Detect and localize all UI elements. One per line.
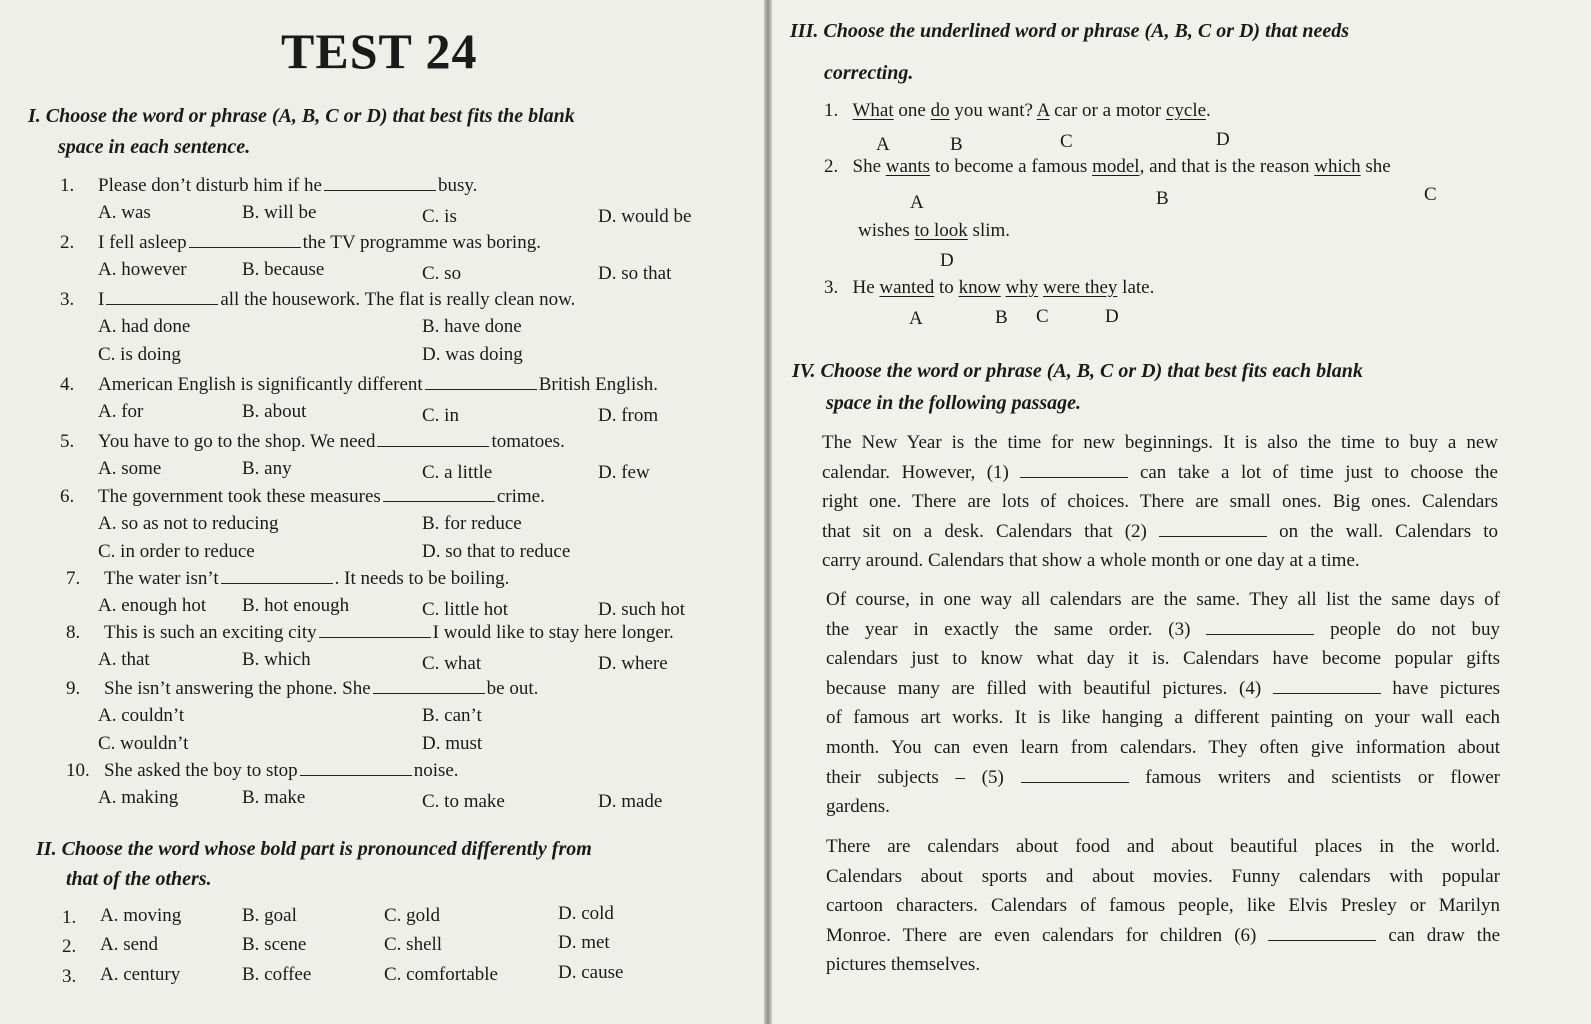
passage-line [826, 585, 1500, 615]
question-text-before: You have to go to the shop. We need [98, 431, 376, 452]
question-text-after: all the housework. The flat is really clean now. [220, 289, 576, 310]
p3-q3-letter-a: A [909, 308, 923, 329]
question-text-after: tomatoes. [491, 431, 565, 452]
answer-option[interactable]: A. so as not to reducing [98, 513, 279, 534]
part1-question-10 [66, 760, 459, 782]
answer-option[interactable]: A. send [100, 934, 159, 955]
p3-q1-letter-b: B [950, 134, 963, 155]
question-text-after: noise. [413, 760, 459, 781]
answer-option[interactable]: A. couldn’t [98, 705, 185, 726]
question-number: 8. [66, 622, 81, 643]
passage-text: on the wall. Calendars to [1279, 520, 1499, 542]
answer-option[interactable]: A. however [98, 259, 187, 280]
passage-line [826, 891, 1500, 921]
answer-blank[interactable] [373, 679, 485, 694]
question-text-after: the TV programme was boring. [302, 232, 541, 253]
part2-heading: II. Choose the word whose bold part is pronounced differently from [36, 838, 592, 860]
passage-line [822, 546, 1498, 576]
answer-option[interactable]: D. where [598, 653, 668, 674]
answer-blank[interactable] [377, 432, 489, 447]
part1-question-1 [60, 175, 477, 197]
passage-text: calendar. However, (1) [822, 461, 1009, 483]
answer-option[interactable]: A. making [98, 787, 179, 808]
answer-option[interactable]: D. would be [598, 206, 692, 227]
answer-option[interactable]: C. comfortable [384, 964, 498, 985]
answer-option[interactable]: B. hot enough [242, 595, 350, 616]
answer-option[interactable]: D. cold [558, 903, 614, 924]
answer-blank[interactable] [189, 233, 301, 248]
part1-question-2 [60, 232, 541, 254]
part1-question-7 [66, 568, 509, 590]
question-text-before: She asked the boy to stop [104, 760, 298, 781]
question-text-after: busy. [437, 175, 478, 196]
part1-question-8 [66, 622, 674, 644]
answer-option[interactable]: B. because [242, 259, 325, 280]
passage-blank[interactable] [1206, 620, 1314, 635]
question-text-before: I [98, 289, 105, 310]
passage-line [822, 487, 1498, 517]
answer-option[interactable]: B. coffee [242, 964, 312, 985]
answer-option[interactable]: D. met [558, 932, 610, 953]
answer-blank[interactable] [425, 375, 537, 390]
part4-heading: IV. Choose the word or phrase (A, B, C or D) that best fits each blank [792, 360, 1363, 382]
answer-option[interactable]: A. for [98, 401, 144, 422]
passage-text: their subjects – (5) [826, 766, 1004, 788]
part4-heading-cont: space in the following passage. [826, 392, 1082, 414]
passage-line [826, 615, 1500, 645]
part3-heading: III. Choose the underlined word or phrase (A, B, C or D) that needs [790, 20, 1349, 42]
passage-text: can take a lot of time just to choose the [1139, 461, 1498, 483]
passage-line [826, 644, 1500, 674]
answer-option[interactable]: B. any [242, 458, 292, 479]
passage-text: the year in exactly the same order. (3) [826, 618, 1191, 640]
answer-option[interactable]: A. century [100, 964, 181, 985]
p3-q1-letter-a: A [876, 134, 890, 155]
answer-option[interactable]: A. had done [98, 316, 191, 337]
passage-paragraph-2 [826, 585, 1500, 822]
answer-option[interactable]: A. moving [100, 905, 182, 926]
passage-line [822, 458, 1498, 488]
answer-option[interactable]: D. cause [558, 962, 624, 983]
passage-text: because many are filled with beautiful pictures. (4) [826, 677, 1262, 699]
answer-blank[interactable] [324, 176, 436, 191]
passage-text: Calendars about sports and about movies. Funny calendars with popular [826, 865, 1500, 887]
passage-blank[interactable] [1021, 768, 1129, 783]
part1-question-6 [60, 486, 545, 508]
answer-option[interactable]: B. make [242, 787, 306, 808]
answer-option[interactable]: D. was doing [422, 344, 523, 365]
passage-blank[interactable] [1020, 463, 1128, 478]
passage-line [822, 517, 1498, 547]
passage-text: calendars just to know what day it is. Calendars have become popular gifts [826, 648, 1500, 670]
answer-blank[interactable] [106, 290, 218, 305]
passage-text: can draw the [1388, 924, 1501, 946]
passage-line [826, 832, 1500, 862]
p3-q2-letter-b: B [1156, 188, 1169, 209]
answer-option[interactable]: B. which [242, 649, 311, 670]
answer-option[interactable]: D. such hot [598, 599, 686, 620]
answer-blank[interactable] [319, 623, 431, 638]
question-number: 10. [66, 760, 90, 781]
passage-line [826, 674, 1500, 704]
passage-text: The New Year is the time for new beginnings. It is also the time to buy a new [822, 432, 1498, 453]
p3-q1-letter-d: D [1216, 129, 1230, 150]
passage-paragraph-1 [822, 428, 1498, 576]
answer-option[interactable]: C. to make [422, 791, 505, 812]
passage-text: right one. There are lots of choices. There are small ones. Big ones. Calendars [822, 491, 1498, 513]
answer-option[interactable]: D. must [422, 733, 483, 754]
answer-option[interactable]: A. that [98, 649, 150, 670]
answer-option[interactable]: D. few [598, 462, 650, 483]
answer-option[interactable]: C. in order to reduce [98, 541, 255, 562]
answer-option[interactable]: D. from [598, 405, 659, 426]
p3-q3: 3. He wanted to know why were they late. [824, 277, 1155, 298]
part1-question-3 [60, 289, 575, 311]
answer-option[interactable]: A. enough hot [98, 595, 207, 616]
right-page [772, 0, 1591, 1024]
p3-q3-letter-c: C [1036, 306, 1049, 327]
answer-option[interactable]: B. have done [422, 316, 522, 337]
part2-row-number: 1. [62, 907, 77, 928]
answer-option[interactable]: A. was [98, 202, 151, 223]
passage-text: carry around. Calendars that show a whole month or one day at a time. [822, 550, 1360, 572]
question-text-before: The government took these measures [98, 486, 381, 507]
part1-question-9 [66, 678, 538, 700]
p3-q2-letter-d: D [940, 250, 954, 271]
passage-text: people do not buy [1330, 618, 1501, 640]
answer-blank[interactable] [221, 569, 333, 584]
answer-blank[interactable] [300, 761, 412, 776]
passage-line [822, 428, 1498, 458]
passage-text: month. You can even learn from calendars. They often give information about [826, 736, 1500, 758]
answer-option[interactable]: B. can’t [422, 705, 482, 726]
question-text-before: She isn’t answering the phone. She [104, 678, 371, 699]
question-number: 7. [66, 568, 81, 589]
answer-option[interactable]: C. little hot [422, 599, 509, 620]
question-text-after: . It needs to be boiling. [334, 568, 510, 589]
p3-q2-letter-a: A [910, 192, 924, 213]
part2-row-number: 2. [62, 936, 77, 957]
passage-text: that sit on a desk. Calendars that (2) [822, 520, 1147, 542]
passage-line [826, 792, 1500, 822]
passage-blank[interactable] [1273, 679, 1381, 694]
answer-option[interactable]: C. is [422, 206, 457, 227]
left-page [0, 0, 766, 1024]
part2-heading-cont: that of the others. [66, 868, 212, 890]
question-number: 2. [60, 232, 75, 253]
answer-option[interactable]: B. for reduce [422, 513, 522, 534]
answer-option[interactable]: C. in [422, 405, 459, 426]
passage-line [826, 862, 1500, 892]
question-text-before: This is such an exciting city [104, 622, 317, 643]
passage-text: famous writers and scientists or flower [1145, 766, 1501, 788]
answer-option[interactable]: B. will be [242, 202, 317, 223]
answer-option[interactable]: C. so [422, 263, 462, 284]
p3-q2: 2. She wants to become a famous model, and that is the reason which she [824, 156, 1391, 177]
p3-q2-line2: wishes to look slim. [858, 220, 1011, 241]
passage-line [826, 950, 1500, 980]
question-number: 3. [60, 289, 75, 310]
question-text-before: Please don’t disturb him if he [98, 175, 322, 196]
p3-q2-letter-c: C [1424, 184, 1437, 205]
passage-text: gardens. [826, 796, 890, 818]
question-text-before: I fell asleep [98, 232, 187, 253]
question-number: 5. [60, 431, 75, 452]
part1-heading: I. Choose the word or phrase (A, B, C or D) that best fits the blank [28, 105, 575, 127]
question-number: 4. [60, 374, 75, 395]
question-text-after: I would like to stay here longer. [432, 622, 674, 643]
p3-q1-letter-c: C [1060, 131, 1073, 152]
passage-line [826, 703, 1500, 733]
passage-blank[interactable] [1268, 926, 1376, 941]
p3-q3-letter-d: D [1105, 306, 1119, 327]
question-text-after: crime. [496, 486, 545, 507]
part1-question-5 [60, 431, 565, 453]
question-text-after: be out. [486, 678, 539, 699]
question-text-before: The water isn’t [104, 568, 219, 589]
answer-option[interactable]: B. about [242, 401, 307, 422]
answer-option[interactable]: B. scene [242, 934, 307, 955]
passage-text: Of course, in one way all calendars are the same. They all list the same days of [826, 589, 1500, 610]
passage-text: pictures themselves. [826, 954, 981, 976]
p3-q3-letter-b: B [995, 307, 1008, 328]
passage-line [826, 921, 1500, 951]
part3-heading-cont: correcting. [824, 62, 914, 84]
passage-text: There are calendars about food and about beautiful places in the world. [826, 836, 1500, 857]
answer-option[interactable]: B. goal [242, 905, 297, 926]
passage-line [826, 733, 1500, 763]
passage-blank[interactable] [1159, 522, 1267, 537]
question-text-after: British English. [538, 374, 658, 395]
answer-option[interactable]: C. is doing [98, 344, 181, 365]
answer-option[interactable]: D. so that [598, 263, 672, 284]
passage-text: have pictures [1392, 677, 1501, 699]
answer-option[interactable]: C. what [422, 653, 482, 674]
answer-option[interactable]: D. so that to reduce [422, 541, 571, 562]
answer-blank[interactable] [383, 487, 495, 502]
part2-row-number: 3. [62, 966, 77, 987]
passage-text: cartoon characters. Calendars of famous people, like Elvis Presley or Marilyn [826, 895, 1500, 917]
answer-option[interactable]: C. a little [422, 462, 493, 483]
answer-option[interactable]: C. wouldn’t [98, 733, 189, 754]
question-number: 9. [66, 678, 81, 699]
answer-option[interactable]: D. made [598, 791, 663, 812]
answer-option[interactable]: C. shell [384, 934, 443, 955]
question-number: 1. [60, 175, 75, 196]
part1-heading-cont: space in each sentence. [58, 136, 251, 158]
question-text-before: American English is significantly different [98, 374, 423, 395]
part1-question-4 [60, 374, 658, 396]
passage-text: Monroe. There are even calendars for children (6) [826, 924, 1257, 946]
question-number: 6. [60, 486, 75, 507]
passage-text: of famous art works. It is like hanging a different painting on your wall each [826, 707, 1500, 729]
book-spine [764, 0, 772, 1024]
passage-paragraph-3 [826, 832, 1500, 980]
passage-line [826, 763, 1500, 793]
p3-q1: 1. What one do you want? A car or a motor cycle. [824, 100, 1211, 121]
test-title: TEST 24 [281, 23, 478, 79]
answer-option[interactable]: C. gold [384, 905, 440, 926]
answer-option[interactable]: A. some [98, 458, 162, 479]
